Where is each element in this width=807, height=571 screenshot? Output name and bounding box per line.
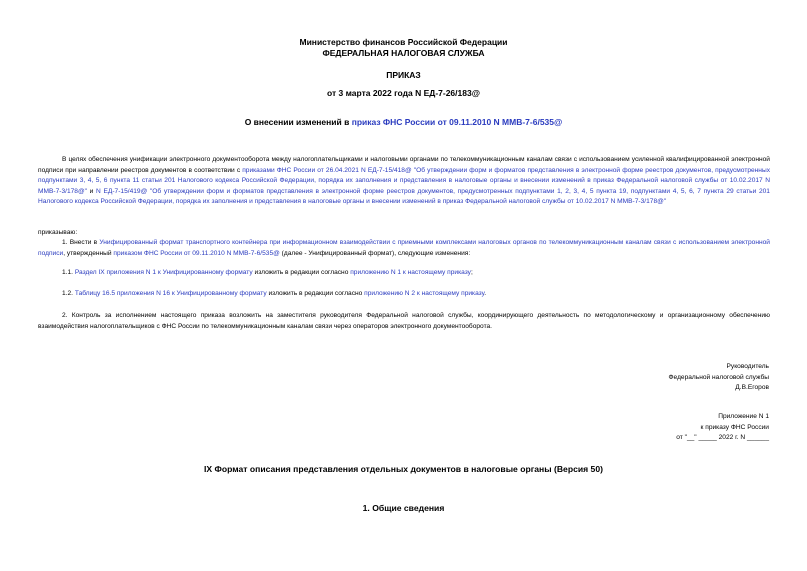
date-number: от 3 марта 2022 года N ЕД-7-26/183@: [327, 88, 480, 98]
appendix-to-order: к приказу ФНС России: [700, 424, 769, 431]
item-1-2-link-2[interactable]: приложению N 2 к настоящему приказу: [364, 290, 485, 297]
item-1-1: [38, 268, 770, 279]
preamble-text-1: В целях обеспечения унификации электронного документооборота между налогоплательщиками и налоговыми органами по телекоммуникационным каналам связи с использованием усиленной квалифицированной электронной подписи при направлении реестров документов в соответствии с: [38, 156, 770, 174]
preamble-link-1[interactable]: приказами ФНС России от 26.04.2021 N ЕД-7-15/418@ "Об утверждении форм и форматов представления в электронной форме реестров документов, предусмотренных подпунктами 3, 4, 5, 6 пункта 11 статьи 201 Налогового кодекса Российской Федерации, порядка их заполнения и представления в налоговые органы и внесении изменений в приказ Федеральной налоговой службы от 10.02.2017 N ММВ-7-3/178@": [38, 166, 770, 195]
item-1: [38, 238, 770, 259]
signature-name: Д.В.Егоров: [735, 384, 769, 391]
item-1-text-2: , утвержденный: [63, 249, 114, 257]
item-1-1-text-2: изложить в редакции согласно: [252, 269, 351, 276]
item-2: 2. Контроль за исполнением настоящего приказа возложить на заместителя руководителя Федеральной налоговой службы, координирующего деятельность по методологическому и организационному обеспечению взаимодействия налогоплательщиков с ФНС России по телекоммуникационным каналам связи через операторов электронного документооборота.: [38, 312, 770, 330]
service-heading: ФЕДЕРАЛЬНАЯ НАЛОГОВАЯ СЛУЖБА: [322, 48, 485, 58]
subject-link[interactable]: приказ ФНС России от 09.11.2010 N ММВ-7-6/535@: [351, 117, 563, 127]
item-1-2-text-3: .: [484, 290, 487, 297]
appendix-date-line: от "__" _____ 2022 г. N ______: [676, 434, 769, 441]
item-1-text-1: 1. Внести в: [62, 239, 100, 246]
signature-org: Федеральной налоговой службы: [668, 374, 769, 381]
item-1-link-1[interactable]: Унифицированный формат транспортного контейнера при информационном взаимодействии с приемными комплексами налоговых органов по телекоммуникационным каналам связи с использованием электронной подписи: [38, 239, 770, 257]
doc-type-heading: ПРИКАЗ: [386, 70, 421, 80]
preamble-link-2[interactable]: N ЕД-7-15/419@ "Об утверждении форм и форматов представления в электронной форме реестров документов, предусмотренных подпунктами 1, 2, 3, 4, 5 пункта 19, подпунктами 4, 5, 6, 7 пункта 29 статьи 201 Налогового кодекса Российской Федерации, порядка их заполнения и представления в налоговые органы и внесении изменений в приказ Федеральной налоговой службы от 10.02.2017 N ММВ-7-3/178@": [38, 187, 770, 206]
item-1-2: [38, 289, 770, 300]
item-1-2-text-2: изложить в редакции согласно: [266, 290, 365, 297]
item-1-2-link-1[interactable]: Таблицу 16.5 приложения N 16 к Унифицированному формату: [74, 290, 267, 297]
item-1-text-3: (далее - Унифицированный формат), следующие изменения:: [279, 249, 471, 257]
item-1-link-2[interactable]: приказом ФНС России от 09.11.2010 N ММВ-7-6/535@: [113, 249, 280, 257]
preamble-text-2: и: [86, 187, 97, 195]
item-1-1-link-2[interactable]: приложению N 1 к настоящему приказу: [350, 269, 471, 276]
preamble-paragraph: [38, 155, 770, 208]
subject-prefix: О внесении изменений в: [244, 117, 352, 127]
item-1-2-text-1: 1.2.: [62, 290, 75, 297]
subsection-title: 1. Общие сведения: [362, 503, 445, 513]
appendix-label: Приложение N 1: [718, 413, 769, 420]
section-title: IX Формат описания представления отдельных документов в налоговые органы (Версия 50): [204, 464, 603, 474]
item-1-1-link-1[interactable]: Раздел IX приложения N 1 к Унифицированному формату: [74, 269, 253, 276]
order-word: приказываю:: [38, 229, 78, 236]
signature-position: Руководитель: [726, 363, 769, 370]
item-1-1-text-1: 1.1.: [62, 269, 75, 276]
item-1-1-text-3: ;: [470, 269, 473, 276]
subject-title: [0, 117, 807, 128]
ministry-heading: Министерство финансов Российской Федерации: [299, 37, 508, 47]
